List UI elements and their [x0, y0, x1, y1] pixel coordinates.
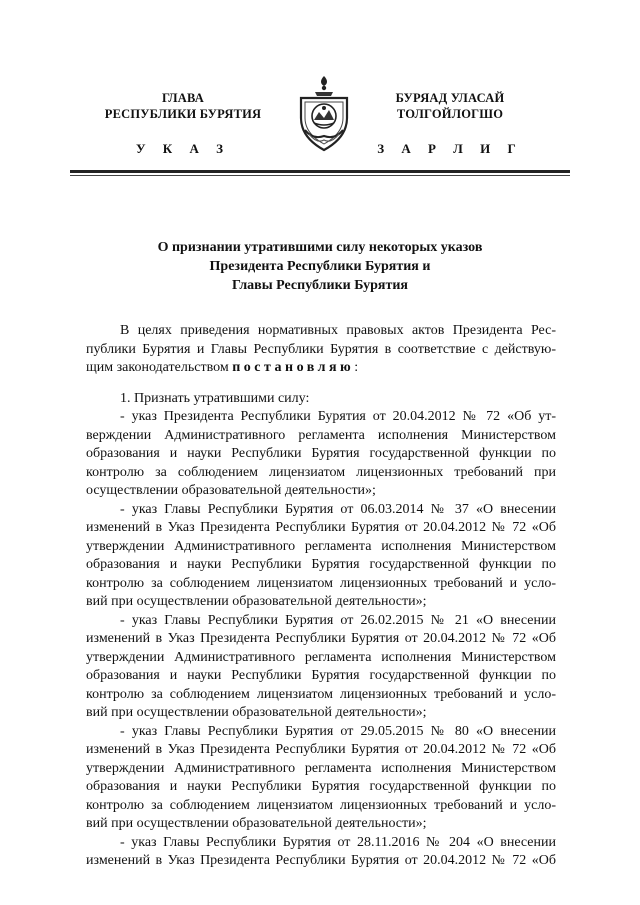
text-line: верждении Административного регламента исполнения Министерством — [86, 427, 556, 443]
title-line: О признании утратившими силу некоторых указов — [157, 240, 483, 255]
header-right-line: ТОЛГОЙЛОГШО — [396, 107, 504, 121]
decree-label-bua: З А Р Л И Г — [377, 141, 523, 156]
text-line: изменений в Указ Президента Республики Бурятия от 20.04.2012 № 72 «Об — [86, 520, 556, 535]
repealed-item — [86, 723, 556, 834]
text-line: - указ Главы Республики Бурятия от 29.05.2015 № 80 «О внесении — [120, 723, 556, 739]
text-line: образования и науки Республики Бурятия государственной функции по — [86, 446, 556, 461]
text-line: образования и науки Республики Бурятия государственной функции по — [86, 557, 556, 572]
text-line: вий при осуществлении образовательной деятельности»; — [86, 594, 427, 609]
text-line: изменений в Указ Президента Республики Бурятия от 20.04.2012 № 72 «Об — [86, 853, 556, 868]
text-line: - указ Президента Республики Бурятия от 20.04.2012 № 72 «Об ут- — [120, 409, 556, 424]
decree-label-ru: У К А З — [136, 141, 230, 156]
header-divider-thick — [70, 170, 570, 173]
text-line: образования и науки Республики Бурятия государственной функции по — [86, 668, 556, 683]
header-left-line: ГЛАВА — [162, 91, 204, 105]
title-line: Главы Республики Бурятия — [231, 278, 408, 293]
text-line: образования и науки Республики Бурятия государственной функции по — [86, 779, 556, 794]
header-right — [360, 90, 540, 122]
title-line: Президента Республики Бурятия и — [209, 259, 431, 274]
header-right-line: БУРЯАД УЛАСАЙ — [395, 91, 505, 105]
text-line: утверждении Административного регламента исполнения Министерством — [86, 760, 556, 776]
text-line: вий при осуществлении образовательной деятельности»; — [86, 705, 427, 720]
document-body — [86, 322, 556, 871]
text-line: публики Бурятия и Главы Республики Бурятия в соответствие с действую- — [86, 341, 556, 357]
text-line: утверждении Административного регламента исполнения Министерством — [86, 538, 556, 554]
point-heading: 1. Признать утратившими силу: — [120, 390, 310, 406]
text-line: вий при осуществлении образовательной деятельности»; — [86, 816, 427, 831]
text-line: контролю за соблюдением лицензиатом лицензионных требований и усло- — [86, 575, 556, 591]
repealed-item — [86, 408, 556, 501]
text-line: контролю за соблюдением лицензиатом лицензионных требований при — [86, 464, 556, 480]
text-line: контролю за соблюдением лицензиатом лицензионных требований и усло- — [86, 686, 556, 702]
text-line — [86, 359, 556, 378]
header-left-line: РЕСПУБЛИКИ БУРЯТИЯ — [104, 107, 262, 121]
header-divider-thin — [70, 175, 570, 176]
text-line: контролю за соблюдением лицензиатом лицензионных требований и усло- — [86, 797, 556, 813]
text-line: - указ Главы Республики Бурятия от 06.03.2014 № 37 «О внесении — [120, 501, 556, 517]
coat-of-arms-icon — [293, 74, 355, 152]
header-left — [88, 90, 278, 122]
text-line: изменений в Указ Президента Республики Бурятия от 20.04.2012 № 72 «Об — [86, 742, 556, 757]
preamble-prefix: щим законодательством — [86, 360, 233, 375]
text-line: В целях приведения нормативных правовых актов Президента Рес- — [120, 323, 556, 338]
text-line: - указ Главы Республики Бурятия от 26.02.2015 № 21 «О внесении — [120, 612, 556, 628]
text-line: - указ Главы Республики Бурятия от 28.11.2016 № 204 «О внесении — [120, 834, 556, 850]
decree-verb: постановляю — [232, 360, 355, 375]
text-line: осуществлении образовательной деятельности»; — [86, 483, 376, 498]
repealed-item — [86, 501, 556, 612]
text-line: изменений в Указ Президента Республики Бурятия от 20.04.2012 № 72 «Об — [86, 631, 556, 646]
preamble-paragraph — [86, 322, 556, 378]
repealed-item — [86, 834, 556, 871]
repealed-item — [86, 612, 556, 723]
preamble-suffix: : — [354, 360, 359, 375]
document-title — [70, 238, 570, 295]
text-line: утверждении Административного регламента исполнения Министерством — [86, 649, 556, 665]
